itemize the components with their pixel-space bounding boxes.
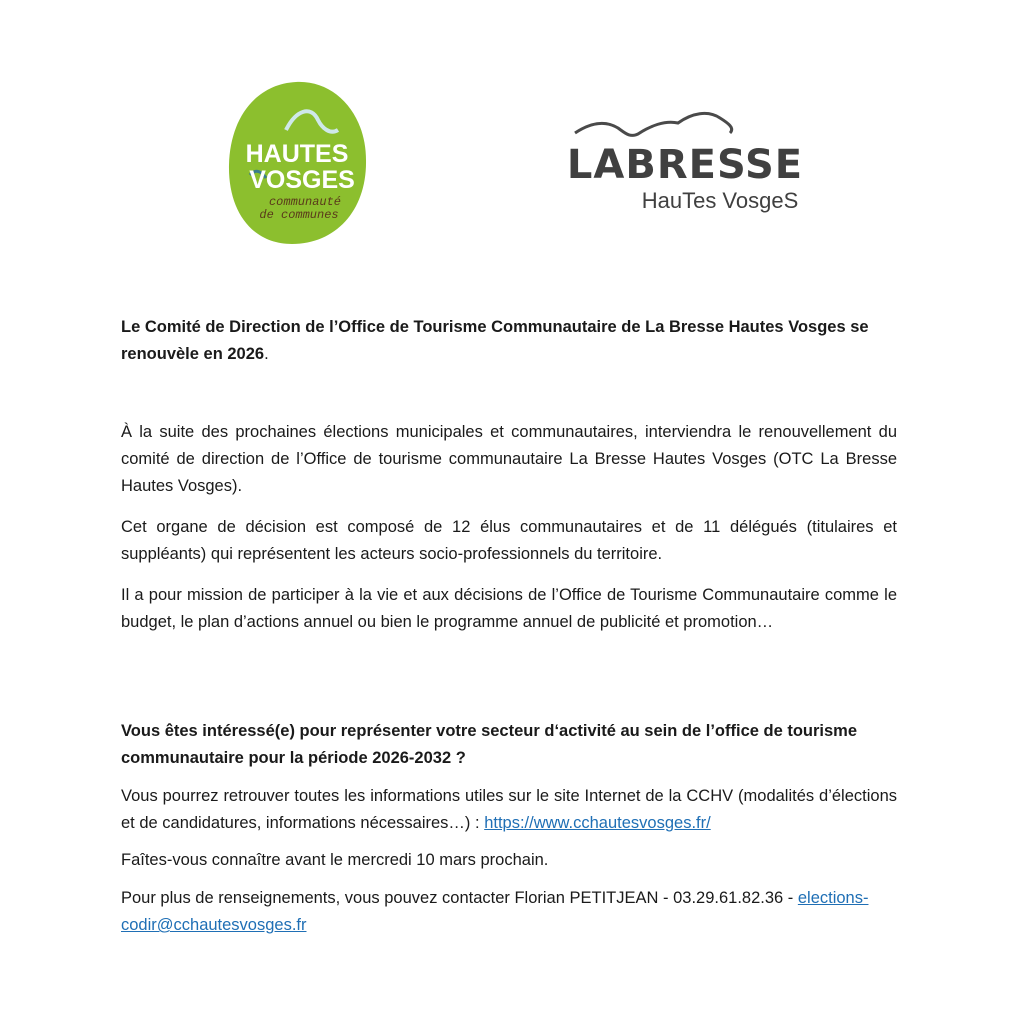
la-bresse-logo: [570, 108, 800, 218]
paragraph-1-text: À la suite des prochaines élections municipales et communautaires, interviendra le renouvellement du comité de direction de l’Office de tourisme communautaire La Bresse Hautes Vosges (OTC La Bresse Hautes Vosges).: [121, 423, 897, 495]
paragraph-2-text: Cet organe de décision est composé de 12 élus communautaires et de 11 délégués (titulaires et suppléants) qui représentent les acteurs socio-professionnels du territoire.: [121, 518, 897, 563]
paragraph-4-text: Vous pourrez retrouver toutes les informations utiles sur le site Internet de la CCHV (modalités d’élections et de candidatures, informations nécessaires…) :: [121, 787, 897, 832]
logo-left-line2: VOSGES: [249, 166, 355, 194]
paragraph-3: [121, 582, 897, 636]
paragraph-6-text: Pour plus de renseignements, vous pouvez contacter Florian PETITJEAN - 03.29.61.82.36 -: [121, 889, 798, 907]
website-link[interactable]: https://www.cchautesvosges.fr/: [484, 814, 711, 832]
logo-left-line1: HAUTES: [245, 140, 349, 168]
paragraph-3-text: Il a pour mission de participer à la vie et aux décisions de l’Office de Tourisme Communautaire comme le budget, le plan d’actions annuel ou bien le programme annuel de publicité et promotion…: [121, 586, 897, 631]
paragraph-5: [121, 847, 897, 874]
paragraph-6: [121, 885, 897, 939]
paragraph-1: [121, 419, 897, 500]
logo-left-line3: communauté: [268, 195, 342, 209]
paragraph-2: [121, 514, 897, 568]
heading-1: [121, 314, 897, 368]
logo-right-line2: HauTes VosgeS: [641, 188, 799, 213]
heading-2: [121, 718, 897, 772]
logo-left-line4: de communes: [259, 208, 339, 222]
hautes-vosges-logo: [226, 80, 368, 246]
paragraph-4: [121, 783, 897, 837]
paragraph-5-text: Faîtes-vous connaître avant le mercredi 10 mars prochain.: [121, 851, 549, 869]
heading-1-text: Le Comité de Direction de l’Office de Tourisme Communautaire de La Bresse Hautes Vosges se renouvèle en 2026: [121, 318, 869, 363]
heading-2-text: Vous êtes intéressé(e) pour représenter votre secteur d‘activité au sein de l’office de tourisme communautaire pour la période 2026-2032 ?: [121, 722, 858, 767]
email-link[interactable]: elections-codir@cchautesvosges.fr: [121, 889, 869, 934]
logo-right-line1: LABRESSE: [570, 142, 800, 188]
heading-1-period: .: [264, 345, 269, 363]
